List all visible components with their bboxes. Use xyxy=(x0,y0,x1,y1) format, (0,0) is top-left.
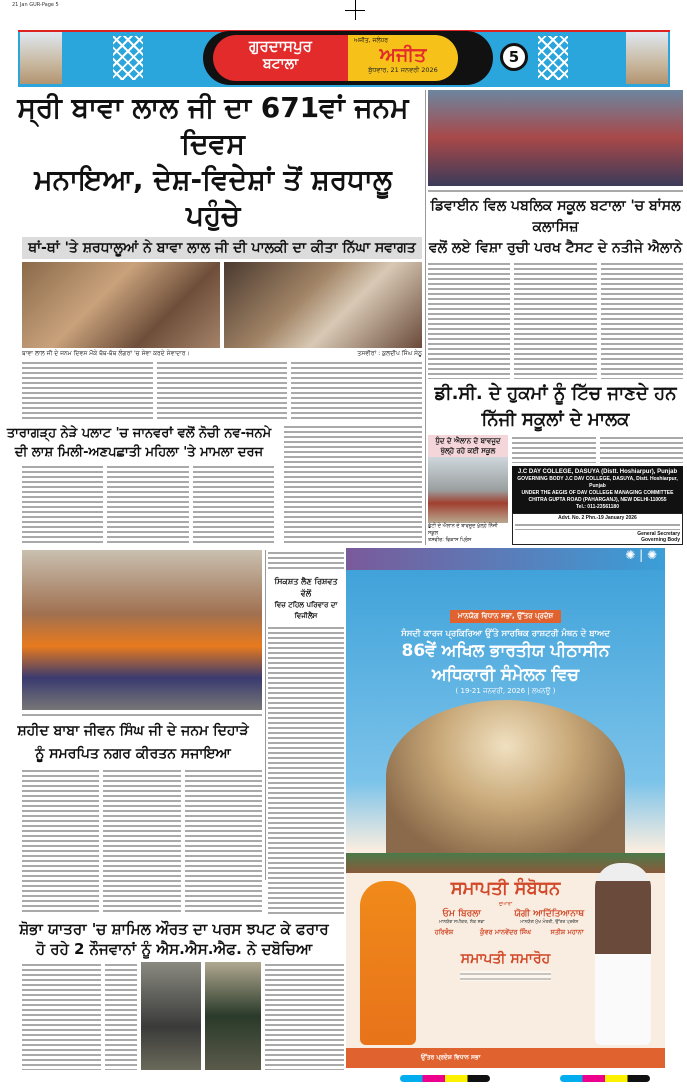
ceremony-details xyxy=(460,971,551,981)
purse-headline-line2: ਹੋ ਰਹੇ 2 ਨੌਜਵਾਨਾਂ ਨੂੰ ਐਸ.ਐਸ.ਐਫ. ਨੇ ਦਬੋਚਿਆ xyxy=(35,940,313,958)
temple-image xyxy=(20,32,62,84)
lead-caption-row xyxy=(22,350,422,358)
signatory: General Secretary xyxy=(637,531,680,537)
edition-city: ਬਟਾਲਾ xyxy=(262,56,299,72)
lead-photos xyxy=(22,262,422,348)
article-body xyxy=(103,768,180,915)
tarn-headline-line2: ਦੀ ਲਾਸ਼ ਮਿਲੀ-ਅਣਪਛਾਤੀ ਮਹਿਲਾ 'ਤੇ ਮਾਮਲਾ ਦਰਜ xyxy=(14,445,264,461)
ad-line3: ਅਧਿਕਾਰੀ ਸੰਮੇਲਨ ਵਿਚ xyxy=(432,665,579,685)
dc-label: ਧੁੰਦ ਦੇ ਐਲਾਨ ਦੇ ਬਾਵਜੂਦ ਖੁੱਲ੍ਹੇ ਰਹੇ ਕਈ ਸਕੂਲ xyxy=(428,435,508,457)
ad-text xyxy=(515,522,680,530)
students-photo xyxy=(428,90,683,186)
bribe-headline-line2: ਵਿਜ਼ ਟਹਿਲ ਪਰਿਵਾਰ ਦਾ ਵਿਜੀਲੈਂਸ xyxy=(274,601,338,620)
vidhan-bhawan-image xyxy=(386,700,625,853)
shaheed-body xyxy=(22,768,262,915)
ad-dates: ( 19-21 ਜਨਵਰੀ, 2026 | ਲਖਨਊ ) xyxy=(455,687,556,695)
dc-headline: ਡੀ.ਸੀ. ਦੇ ਹੁਕਮਾਂ ਨੂੰ ਟਿੱਚ ਜਾਣਦੇ ਹਨ ਨਿੱਜੀ ਸਕੂਲਾਂ ਦੇ ਮਾਲਕ xyxy=(434,383,677,430)
article-body xyxy=(22,962,101,1070)
shaheed-headline-line1: ਸ਼ਹੀਦ ਬਾਬਾ ਜੀਵਨ ਸਿੰਘ ਜੀ ਦੇ ਜਨਮ ਦਿਹਾੜੇ xyxy=(17,723,249,739)
modi-image xyxy=(595,863,651,1045)
photo-caption xyxy=(428,188,683,193)
vidhan-sabha-ad xyxy=(346,548,665,1068)
guests-row xyxy=(420,928,591,937)
dc-credit: ਤਸਵੀਰ: ਵਿਕਾਸ ਪ੍ਰਿੰਸ xyxy=(428,537,472,543)
bribe-story xyxy=(268,550,344,915)
article-body xyxy=(22,464,103,545)
ad-center xyxy=(420,877,591,981)
college-ad-header xyxy=(512,466,683,513)
ad-logo-bar xyxy=(346,548,665,570)
guest-3: ਸਤੀਸ਼ ਮਹਾਨਾ xyxy=(550,928,584,936)
column-divider xyxy=(425,90,426,545)
ad-by: ਦੁਆਰਾ xyxy=(498,901,513,907)
dc-body xyxy=(512,435,683,463)
article-body xyxy=(284,424,422,545)
college-name: J.C DAY COLLEGE, DASUYA (Distt. Hoshiarpur), Punjab xyxy=(517,469,678,475)
dc-caption: ਛੁੱਟੀ ਦੇ ਐਲਾਨ ਦੇ ਬਾਵਜੂਦ ਖੁੱਲ੍ਹੇ ਨਿੱਜੀ ਸਕੂਲ xyxy=(428,523,498,536)
signatory: Governing Body xyxy=(641,537,680,543)
school-body xyxy=(428,261,683,379)
bribe-headline-line1: ਸਿਕਸ਼ਤ ਲੈਣ ਰਿਸ਼ਵਤ ਵੱਲੋਂ xyxy=(274,577,338,598)
phone-line: Tel.: 011-23561180 xyxy=(576,504,619,510)
dc-text-block xyxy=(512,435,683,545)
article-body xyxy=(105,962,137,1070)
aegis-line: UNDER THE AEGIS OF DAV COLLEGE MANAGING COMMITTEE xyxy=(521,490,674,496)
school-headline-line1: ਡਿਵਾਈਨ ਵਿਲ ਪਬਲਿਕ ਸਕੂਲ ਬਟਾਲਾ 'ਚ ਬਾਂਸਲ ਕਲਾਸਿਜ਼ xyxy=(430,198,681,235)
column-divider xyxy=(265,550,266,880)
tarn-body xyxy=(22,464,274,545)
shaheed-headline-line2: ਨੂੰ ਸਮਰਪਿਤ ਨਗਰ ਕੀਰਤਨ ਸਜਾਇਆ xyxy=(35,746,231,762)
ad-title: ਸਮਾਪਤੀ ਸੰਬੋਧਨ xyxy=(450,878,561,899)
article-body xyxy=(193,464,274,545)
photo-caption xyxy=(22,712,262,717)
masthead-logo xyxy=(203,31,493,85)
guest-1: ਹਰਿਵੰਸ਼ xyxy=(434,928,454,936)
building-image xyxy=(626,32,668,84)
langar-photo xyxy=(22,262,220,348)
article-body xyxy=(157,360,288,420)
police-photo xyxy=(205,962,261,1070)
ad-footer: ਉੱਤਰ ਪ੍ਰਦੇਸ਼ ਵਿਧਾਨ ਸਭਾ xyxy=(346,1048,665,1068)
article-body xyxy=(291,360,422,420)
yogi-image xyxy=(360,881,416,1045)
advt-number: Advt. No. 2 Phn.-19 January 2026 xyxy=(558,515,637,521)
left-lower-column xyxy=(4,550,344,1070)
lead-subhead: ਥਾਂ-ਥਾਂ 'ਤੇ ਸ਼ਰਧਾਲੂਆਂ ਨੇ ਬਾਵਾ ਲਾਲ ਜੀ ਦੀ ਪਾਲਕੀ ਦਾ ਕੀਤਾ ਨਿੱਘਾ ਸਵਾਗਤ xyxy=(22,237,422,259)
lead-headline-line1: ਸ੍ਰੀ ਬਾਵਾ ਲਾਲ ਜੀ ਦਾ 671ਵਾਂ ਜਨਮ ਦਿਵਸ xyxy=(17,91,409,160)
right-upper-column xyxy=(428,90,683,545)
speaker-1: ਓਮ ਬਿਰਲਾ xyxy=(442,909,481,919)
ad-line1: ਸੰਸਦੀ ਕਾਰਜ ਪ੍ਰਕਿਰਿਆ ਉੱਤੇ ਸਾਰਥਿਕ ਰਾਸ਼ਟਰੀ ਮੰਥਨ ਦੇ ਬਾਅਦ xyxy=(401,629,610,639)
emblem-icon: ✺ | ✺ xyxy=(625,548,657,562)
nagar-kirtan-photo xyxy=(22,550,262,710)
guest-2: ਕੁੰਵਰ ਮਾਨਵੇਂਦਰ ਸਿੰਘ xyxy=(480,928,531,936)
article-body xyxy=(600,435,684,463)
ceremony-title: ਸਮਾਪਤੀ ਸਮਾਰੋਹ xyxy=(460,951,551,967)
college-ad-body xyxy=(512,513,683,545)
article-body xyxy=(107,464,188,545)
registration-color-bar xyxy=(400,1075,490,1082)
ad-line2: 86ਵੇਂ ਅਖਿਲ ਭਾਰਤੀਯ ਪੀਠਾਸੀਨ xyxy=(401,641,610,661)
page-number: 5 xyxy=(500,43,528,71)
address-line: CHITRA GUPTA ROAD (PAHARGANJ), NEW DELHI-110055 xyxy=(528,497,667,503)
crop-mark xyxy=(355,0,356,20)
school-headline-line2: ਵਲੋਂ ਲਏ ਵਿਸ਼ਾ ਰੁਚੀ ਪਰਖ ਟੈਸਟ ਦੇ ਨਤੀਜੇ ਐਲਾਨੇ xyxy=(428,240,683,256)
article-body xyxy=(428,261,510,379)
issue-date: ਬੁੱਧਵਾਰ, 21 ਜਨਵਰੀ 2026 xyxy=(368,66,438,74)
article-body xyxy=(265,962,344,1070)
purse-body xyxy=(22,962,344,1070)
purse-headline-line1: ਸ਼ੋਭਾ ਯਾਤਰਾ 'ਚ ਸ਼ਾਮਿਲ ਔਰਤ ਦਾ ਪਰਸ ਝਪਟ ਕੇ ਫਰਾਰ xyxy=(19,920,329,938)
tarn-headline-line1: ਤਾਰਾਗੜ੍ਹ ਨੇੜੇ ਪਲਾਟ 'ਚ ਜਾਨਵਰਾਂ ਵਲੋਂ ਨੋਚੀ ਨਵ-ਜਨਮੇ xyxy=(6,426,272,442)
registration-color-bar xyxy=(560,1075,650,1082)
article-body xyxy=(268,625,344,915)
dc-section xyxy=(428,435,683,545)
print-slug: 21 Jan GUR-Page 5 xyxy=(12,2,59,8)
gathering-photo xyxy=(224,262,422,348)
tarn-section xyxy=(4,424,422,545)
speaker-2: ਯੋਗੀ ਆਦਿੱਤਿਆਨਾਥ xyxy=(514,909,585,919)
tarn-story xyxy=(4,424,274,545)
speaker-1-role: ਮਾਨਯੋਗ ਸਪੀਕਰ, ਲੋਕ ਸਭਾ xyxy=(439,920,485,925)
governing-body: GOVERNING BODY J.C DAV COLLEGE, DASUYA, Distt. Hoshiarpur, Punjab xyxy=(517,476,678,489)
ad-tag: ਮਾਨਯੋਗ ਵਿਧਾਨ ਸਭਾ, ਉੱਤਰ ਪ੍ਰਦੇਸ਼ xyxy=(450,610,561,623)
edition-name: ਗੁਰਦਾਸਪੁਰ xyxy=(249,37,312,55)
lead-headline-line2: ਮਨਾਇਆ, ਦੇਸ਼-ਵਿਦੇਸ਼ਾਂ ਤੋਂ ਸ਼ਰਧਾਲੂ ਪਹੁੰਚੇ xyxy=(34,163,392,232)
article-body xyxy=(601,261,683,379)
ad-lower xyxy=(346,873,665,1048)
paper-place: ਅਜੀਤ, ਜਲੰਧਰ xyxy=(354,37,389,44)
article-body xyxy=(268,550,344,572)
speaker-2-role: ਮਾਨਯੋਗ ਮੁੱਖ ਮੰਤਰੀ, ਉੱਤਰ ਪ੍ਰਦੇਸ਼ xyxy=(520,920,579,925)
article-body xyxy=(512,435,596,463)
speakers-row xyxy=(420,909,591,925)
article-body xyxy=(514,261,596,379)
lower-top-row xyxy=(4,550,344,915)
left-upper-column xyxy=(4,90,422,545)
paper-name: ਅਜੀਤ xyxy=(379,44,427,66)
pattern-decor xyxy=(538,36,568,80)
photo-credit: ਤਸਵੀਰਾਂ : ਕੁਲਦੀਪ ਸਿੰਘ ਸੇਠੂ xyxy=(357,350,422,357)
masthead xyxy=(18,30,670,87)
nagar-kirtan-story xyxy=(4,550,262,915)
accused-photo xyxy=(141,962,201,1070)
school-bus-photo xyxy=(428,457,508,523)
dc-photo-block xyxy=(428,435,508,545)
article-body xyxy=(185,768,262,915)
article-body xyxy=(22,360,153,420)
lead-caption: ਬਾਵਾ ਲਾਲ ਜੀ ਦੇ ਜਨਮ ਦਿਵਸ ਮੌਕੇ ਥੱਥ-ਥੱਥ ਲੰਗਰਾਂ 'ਚ ਸੇਵਾ ਕਰਦੇ ਸੇਵਾਦਾਰ। xyxy=(22,350,190,357)
article-body xyxy=(22,768,99,915)
pattern-decor xyxy=(113,36,143,80)
lead-body xyxy=(22,360,422,420)
